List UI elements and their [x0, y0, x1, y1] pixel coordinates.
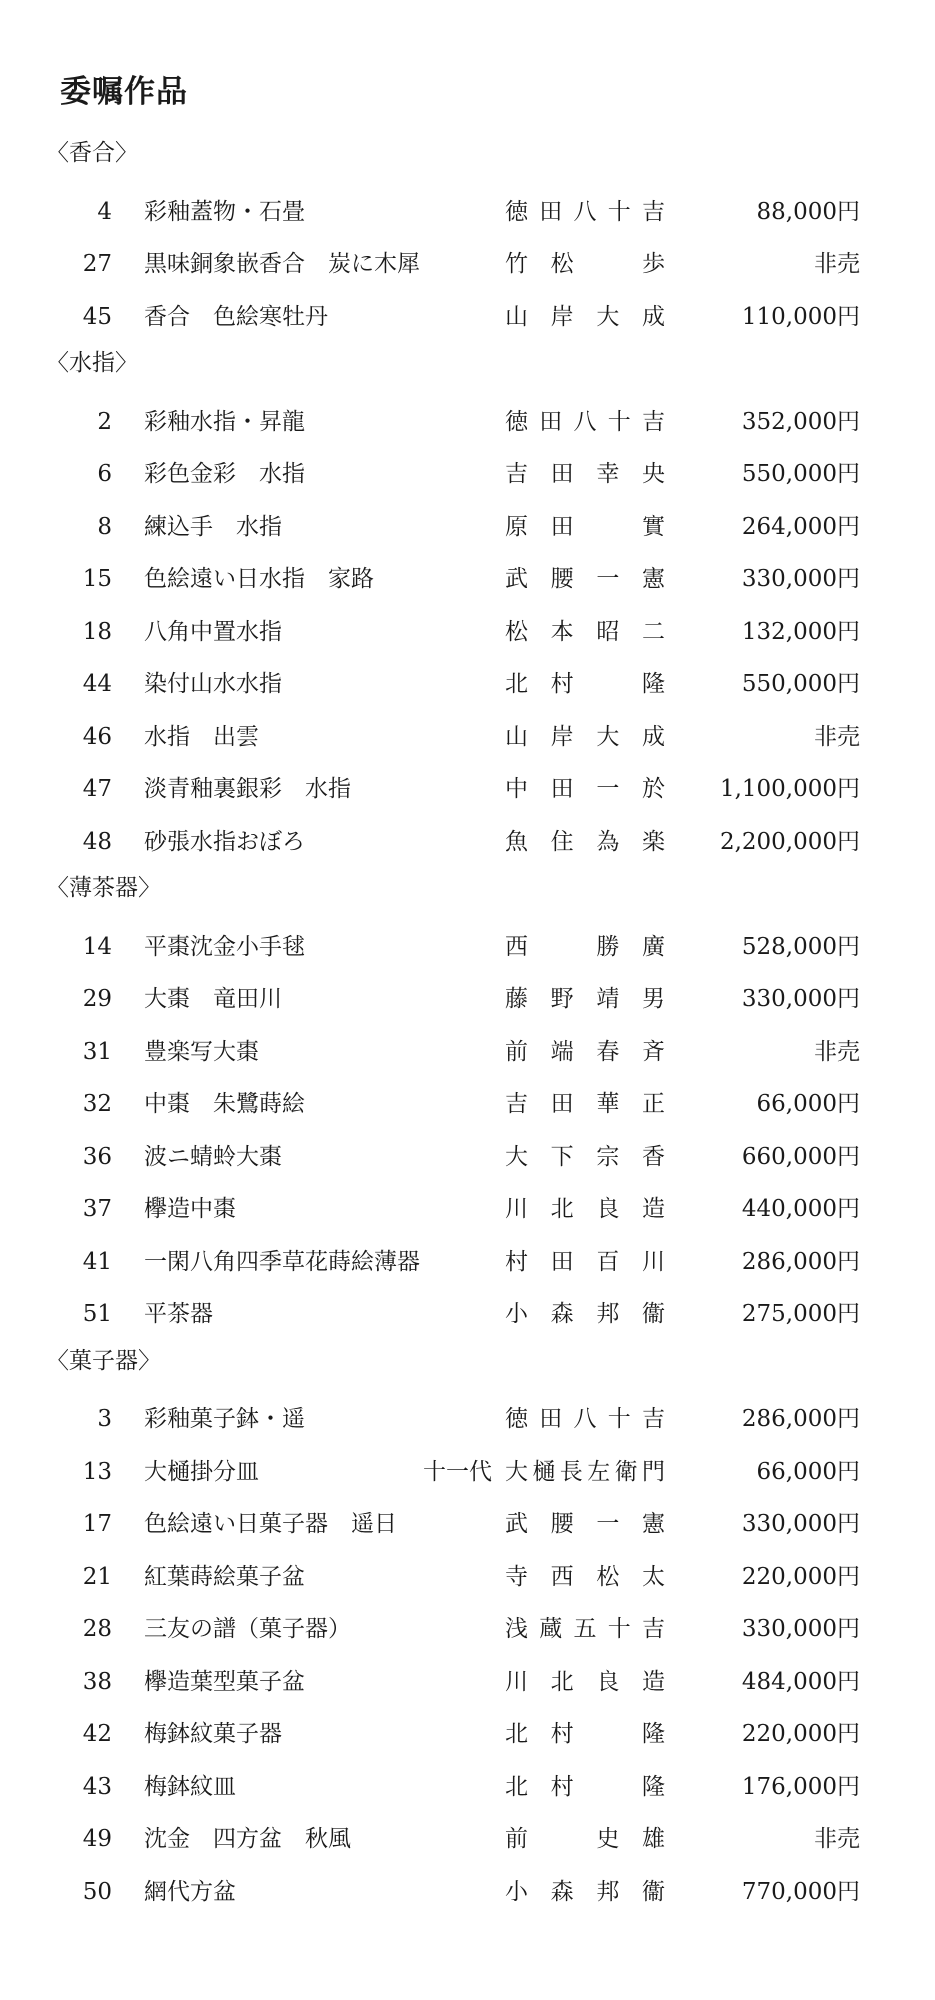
item-artist: 前 端 春 斉 — [505, 1038, 665, 1065]
item-number: 37 — [82, 1196, 112, 1222]
item-price: 非売 — [814, 1038, 860, 1065]
list-item — [0, 1504, 935, 1544]
list-item — [0, 1137, 935, 1177]
page-title: 委嘱作品 — [60, 74, 188, 110]
list-item — [0, 192, 935, 232]
item-price: 330,000円 — [741, 1616, 860, 1642]
item-title: 平棗沈金小手毬 — [144, 933, 305, 960]
list-item — [0, 822, 935, 862]
item-number: 2 — [97, 408, 112, 435]
item-title: 染付山水水指 — [144, 671, 282, 697]
list-item — [0, 1294, 935, 1334]
item-title: 香合 色絵寒牡丹 — [144, 303, 328, 330]
list-item — [0, 1714, 935, 1754]
item-price: 非売 — [814, 251, 860, 277]
item-number: 18 — [82, 618, 112, 645]
item-price: 330,000円 — [741, 566, 860, 592]
item-title: 大棗 竜田川 — [144, 986, 282, 1012]
item-number: 4 — [97, 198, 112, 225]
item-number: 14 — [82, 933, 112, 960]
item-artist: 山 岸 大 成 — [505, 723, 665, 750]
list-item — [0, 507, 935, 547]
item-price: 352,000円 — [741, 408, 860, 435]
item-artist: 原 田 實 — [505, 513, 665, 540]
list-item — [0, 1819, 935, 1859]
section-header: 〈薄茶器〉 — [46, 875, 161, 901]
item-title: 紅葉蒔絵菓子盆 — [144, 1563, 305, 1590]
item-number: 8 — [97, 513, 112, 540]
list-item — [0, 297, 935, 337]
item-title: 水指 出雲 — [144, 723, 259, 750]
item-number: 51 — [82, 1301, 112, 1327]
list-item — [0, 1557, 935, 1597]
item-price: 264,000円 — [741, 513, 860, 540]
item-artist: 北 村 隆 — [505, 1721, 665, 1747]
item-artist: 北 村 隆 — [505, 1773, 665, 1800]
item-number: 50 — [82, 1878, 112, 1905]
item-title: 黒味銅象嵌香合 炭に木犀 — [144, 251, 420, 277]
list-item — [0, 979, 935, 1019]
list-item — [0, 454, 935, 494]
item-number: 29 — [82, 986, 112, 1012]
item-artist: 小 森 邦 衞 — [505, 1878, 665, 1905]
item-artist: 徳田八十吉 — [505, 408, 665, 435]
item-price: 330,000円 — [741, 1511, 860, 1537]
item-artist: 魚 住 為 楽 — [505, 828, 665, 855]
item-number: 42 — [82, 1721, 112, 1747]
item-price: 66,000円 — [756, 1458, 860, 1485]
item-title: 練込手 水指 — [144, 513, 282, 540]
item-price: 132,000円 — [741, 618, 860, 645]
item-price: 770,000円 — [741, 1878, 860, 1905]
item-number: 21 — [82, 1563, 112, 1590]
item-artist: 大 下 宗 香 — [505, 1143, 665, 1170]
item-generation: 十一代 — [423, 1458, 492, 1485]
item-title: 欅造中棗 — [144, 1196, 236, 1222]
item-price: 440,000円 — [741, 1196, 860, 1222]
item-price: 484,000円 — [741, 1668, 860, 1695]
item-artist: 浅蔵五十吉 — [505, 1616, 665, 1642]
item-price: 110,000円 — [741, 303, 860, 330]
item-title: 梅鉢紋菓子器 — [144, 1721, 282, 1747]
item-title: 彩釉蓋物・石畳 — [144, 198, 305, 225]
item-artist: 武 腰 一 憲 — [505, 1511, 665, 1537]
item-number: 43 — [82, 1773, 112, 1800]
item-title: 彩色金彩 水指 — [144, 461, 305, 487]
item-artist: 北 村 隆 — [505, 671, 665, 697]
item-title: 欅造葉型菓子盆 — [144, 1668, 305, 1695]
list-item — [0, 717, 935, 757]
item-price: 88,000円 — [756, 198, 860, 225]
item-number: 46 — [82, 723, 112, 750]
item-artist: 徳田八十吉 — [505, 1406, 665, 1432]
item-price: 176,000円 — [741, 1773, 860, 1800]
item-price: 660,000円 — [741, 1143, 860, 1170]
item-number: 45 — [82, 303, 112, 330]
item-number: 15 — [82, 566, 112, 592]
item-price: 1,100,000円 — [719, 776, 860, 802]
list-item — [0, 1452, 935, 1492]
list-item — [0, 244, 935, 284]
item-artist: 村 田 百 川 — [505, 1248, 665, 1275]
item-artist: 川 北 良 造 — [505, 1668, 665, 1695]
item-number: 44 — [82, 671, 112, 697]
item-artist: 寺 西 松 太 — [505, 1563, 665, 1590]
item-artist: 前 史 雄 — [505, 1826, 665, 1852]
item-number: 17 — [82, 1511, 112, 1537]
item-artist: 川 北 良 造 — [505, 1196, 665, 1222]
item-artist: 武 腰 一 憲 — [505, 566, 665, 592]
list-item — [0, 402, 935, 442]
item-number: 48 — [82, 828, 112, 855]
item-price: 220,000円 — [741, 1721, 860, 1747]
item-title: 彩釉水指・昇龍 — [144, 408, 305, 435]
item-price: 550,000円 — [741, 671, 860, 697]
item-price: 550,000円 — [741, 461, 860, 487]
item-title: 一閑八角四季草花蒔絵薄器 — [144, 1248, 420, 1275]
item-number: 27 — [82, 251, 112, 277]
list-item — [0, 1872, 935, 1912]
list-item — [0, 927, 935, 967]
list-item — [0, 1399, 935, 1439]
item-artist: 藤 野 靖 男 — [505, 986, 665, 1012]
item-artist: 西 勝 廣 — [505, 933, 665, 960]
item-price: 330,000円 — [741, 986, 860, 1012]
list-item — [0, 1609, 935, 1649]
item-artist: 山 岸 大 成 — [505, 303, 665, 330]
list-item — [0, 1242, 935, 1282]
item-artist: 竹 松 歩 — [505, 251, 665, 277]
list-item — [0, 1189, 935, 1229]
item-title: 大樋掛分皿 — [144, 1458, 259, 1485]
item-price: 66,000円 — [756, 1091, 860, 1117]
item-title: 豊楽写大棗 — [144, 1038, 259, 1065]
item-title: 平茶器 — [144, 1301, 213, 1327]
item-number: 32 — [82, 1091, 112, 1117]
list-item — [0, 1662, 935, 1702]
item-number: 38 — [82, 1668, 112, 1695]
item-artist: 大樋長左衛門 — [505, 1458, 665, 1485]
list-item — [0, 559, 935, 599]
item-artist: 吉 田 幸 央 — [505, 461, 665, 487]
item-title: 梅鉢紋皿 — [144, 1773, 236, 1800]
item-price: 286,000円 — [741, 1406, 860, 1432]
item-title: 淡青釉裏銀彩 水指 — [144, 776, 351, 802]
item-price: 286,000円 — [741, 1248, 860, 1275]
item-title: 砂張水指おぼろ — [144, 828, 305, 855]
item-number: 47 — [82, 776, 112, 802]
item-title: 八角中置水指 — [144, 618, 282, 645]
item-price: 220,000円 — [741, 1563, 860, 1590]
item-number: 6 — [97, 461, 112, 487]
item-number: 36 — [82, 1143, 112, 1170]
item-title: 波ニ蜻蛉大棗 — [144, 1143, 282, 1170]
item-artist: 吉 田 華 正 — [505, 1091, 665, 1117]
item-title: 網代方盆 — [144, 1878, 236, 1905]
item-number: 49 — [82, 1826, 112, 1852]
item-price: 2,200,000円 — [719, 828, 860, 855]
item-title: 中棗 朱鷺蒔絵 — [144, 1091, 305, 1117]
item-number: 13 — [82, 1458, 112, 1485]
list-item — [0, 612, 935, 652]
list-item — [0, 1767, 935, 1807]
item-artist: 徳田八十吉 — [505, 198, 665, 225]
item-artist: 中 田 一 於 — [505, 776, 665, 802]
item-price: 非売 — [814, 1826, 860, 1852]
item-artist: 小 森 邦 衞 — [505, 1301, 665, 1327]
list-item — [0, 1032, 935, 1072]
item-price: 非売 — [814, 723, 860, 750]
item-title: 彩釉菓子鉢・遥 — [144, 1406, 305, 1432]
item-number: 3 — [97, 1406, 112, 1432]
list-item — [0, 769, 935, 809]
item-title: 沈金 四方盆 秋風 — [144, 1826, 351, 1852]
item-number: 28 — [82, 1616, 112, 1642]
section-header: 〈水指〉 — [46, 350, 138, 376]
item-number: 31 — [82, 1038, 112, 1065]
item-title: 三友の譜（菓子器） — [144, 1616, 351, 1642]
item-artist: 松 本 昭 二 — [505, 618, 665, 645]
item-title: 色絵遠い日水指 家路 — [144, 566, 374, 592]
list-item — [0, 1084, 935, 1124]
list-item — [0, 664, 935, 704]
section-header: 〈香合〉 — [46, 140, 138, 166]
item-number: 41 — [82, 1248, 112, 1275]
item-price: 528,000円 — [741, 933, 860, 960]
item-price: 275,000円 — [741, 1301, 860, 1327]
section-header: 〈菓子器〉 — [46, 1347, 161, 1374]
item-title: 色絵遠い日菓子器 遥日 — [144, 1511, 397, 1537]
